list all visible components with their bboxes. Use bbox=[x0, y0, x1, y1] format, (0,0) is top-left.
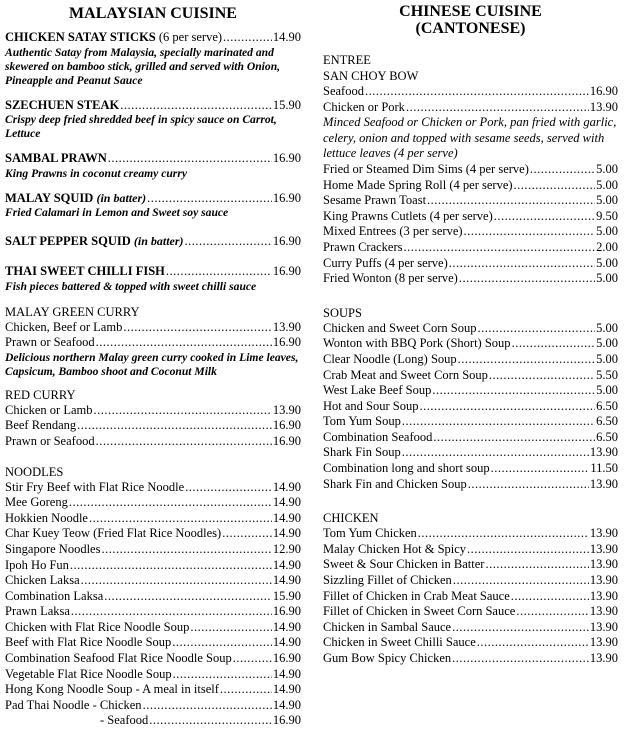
item-name: Sweet & Sour Chicken in Batter bbox=[323, 557, 485, 572]
item-price: 14.90 bbox=[272, 510, 301, 525]
item-price: 6.50 bbox=[596, 414, 618, 429]
menu-item-thai-chilli: THAI SWEET CHILLI FISH ..... 16.90 bbox=[5, 264, 301, 280]
dot-leader bbox=[477, 321, 595, 337]
dot-leader bbox=[418, 526, 589, 542]
item-name: Chicken and Sweet Corn Soup bbox=[323, 320, 477, 335]
item-price: 5.00 bbox=[596, 320, 618, 335]
item-price: 13.90 bbox=[589, 557, 618, 572]
red-curry-list bbox=[5, 403, 301, 450]
item-price: 5.00 bbox=[596, 161, 618, 176]
menu-item bbox=[5, 604, 301, 620]
item-price: 14.90 bbox=[272, 479, 301, 494]
menu-item bbox=[323, 461, 618, 477]
dot-leader bbox=[467, 542, 589, 558]
dot-leader bbox=[420, 399, 596, 415]
menu-item-satay: CHICKEN SATAY STICKS (6 per serve) ..... 14.90 bbox=[5, 30, 301, 46]
item-price: 5.00 bbox=[596, 193, 618, 208]
item-price: 14.90 bbox=[272, 697, 301, 712]
item-name: Chicken or Lamb bbox=[5, 402, 93, 417]
item-name: Chicken or Pork bbox=[323, 99, 405, 114]
item-price: 16.90 bbox=[272, 418, 301, 433]
item-name: Curry Puffs (4 per serve) bbox=[323, 255, 448, 270]
chinese-heading bbox=[323, 3, 618, 37]
dot-leader bbox=[104, 589, 272, 605]
green-curry-description: Delicious northern Malay green curry cooked in Lime leaves, Capsicum, Bamboo shoot and Coconut Milk bbox=[5, 350, 299, 378]
item-price: 15.90 bbox=[272, 588, 301, 603]
soups-title: SOUPS bbox=[323, 305, 362, 320]
soups-list bbox=[323, 321, 618, 493]
item-price: 14.90 bbox=[272, 573, 301, 588]
item-name: Mixed Entrees (3 per serve) bbox=[323, 224, 463, 239]
dot-leader bbox=[404, 240, 596, 256]
dot-leader bbox=[511, 589, 589, 605]
item-price: 13.90 bbox=[589, 619, 618, 634]
item-name: King Prawns Cutlets (4 per serve) bbox=[323, 208, 493, 223]
sambal-description: King Prawns in coconut creamy curry bbox=[5, 166, 187, 180]
item-name: Singapore Noodles bbox=[5, 541, 101, 556]
menu-item bbox=[323, 477, 618, 493]
item-name: Chicken, Beef or Lamb bbox=[5, 319, 123, 334]
item-name: Chicken Laksa bbox=[5, 573, 80, 588]
item-name: Crab Meat and Sweet Corn Soup bbox=[323, 367, 488, 382]
menu-item bbox=[5, 667, 301, 683]
menu-item bbox=[323, 399, 618, 415]
item-price: 14.90 bbox=[272, 557, 301, 572]
item-name: Prawn Laksa bbox=[5, 604, 70, 619]
item-name: Malay Chicken Hot & Spicy bbox=[323, 541, 467, 556]
item-price: 14.90 bbox=[272, 682, 301, 697]
menu-item bbox=[323, 383, 618, 399]
chinese-heading-line1: CHINESE CUISINE bbox=[399, 3, 542, 20]
item-price: 13.90 bbox=[589, 526, 618, 541]
item-name: Char Kuey Teow (Fried Flat Rice Noodles) bbox=[5, 526, 222, 541]
menu-item-pad-thai-seafood: - Seafood ..... 16.90 bbox=[5, 713, 301, 729]
dot-leader bbox=[89, 511, 272, 527]
menu-item bbox=[5, 434, 301, 450]
dot-leader bbox=[485, 557, 588, 573]
item-name: Fillet of Chicken in Sweet Corn Sauce bbox=[323, 604, 516, 619]
item-price: 6.50 bbox=[596, 398, 618, 413]
item-price: 5.00 bbox=[596, 336, 618, 351]
dot-leader bbox=[172, 635, 272, 651]
item-price: 16.90 bbox=[272, 604, 301, 619]
chinese-heading-line2: (CANTONESE) bbox=[415, 20, 526, 37]
item-price: 5.00 bbox=[596, 177, 618, 192]
item-name: Chicken in Sweet Chilli Sauce bbox=[323, 635, 476, 650]
dot-leader bbox=[449, 256, 595, 272]
san-choy-bow-title: SAN CHOY BOW bbox=[323, 69, 419, 83]
menu-item bbox=[323, 336, 618, 352]
menu-item bbox=[5, 495, 301, 511]
menu-item bbox=[323, 352, 618, 368]
item-price: 13.90 bbox=[272, 402, 301, 417]
menu-item bbox=[323, 620, 618, 636]
item-price: 14.90 bbox=[272, 619, 301, 634]
menu-item bbox=[323, 193, 618, 209]
item-name: Vegetable Flat Rice Noodle Soup bbox=[5, 666, 172, 681]
menu-item bbox=[323, 100, 618, 116]
chinese-column bbox=[323, 0, 618, 667]
dot-leader bbox=[514, 178, 596, 194]
menu-item bbox=[5, 526, 301, 542]
menu-item bbox=[323, 414, 618, 430]
dot-leader bbox=[185, 480, 272, 496]
menu-item bbox=[5, 511, 301, 527]
dot-leader bbox=[452, 620, 589, 636]
item-price: 13.90 bbox=[589, 651, 618, 665]
item-name: Hot and Sour Soup bbox=[323, 398, 419, 413]
dot-leader bbox=[464, 224, 596, 240]
item-name: Hokkien Noodle bbox=[5, 510, 88, 525]
item-price: 5.00 bbox=[596, 271, 618, 286]
menu-item bbox=[5, 320, 301, 336]
item-price: 6.50 bbox=[596, 429, 618, 444]
item-name: Tom Yum Chicken bbox=[323, 526, 417, 541]
menu-item bbox=[323, 445, 618, 461]
item-price: 13.90 bbox=[589, 635, 618, 650]
item-name: Gum Bow Spicy Chicken bbox=[323, 651, 452, 665]
menu-item bbox=[323, 573, 618, 589]
menu-item bbox=[323, 542, 618, 558]
item-name: Chicken in Sambal Sauce bbox=[323, 619, 452, 634]
item-price: 14.90 bbox=[272, 495, 301, 510]
menu-item bbox=[5, 573, 301, 589]
item-name: Seafood bbox=[323, 84, 364, 98]
item-price: 16.90 bbox=[272, 433, 301, 448]
chicken-title: CHICKEN bbox=[323, 511, 379, 526]
menu-item bbox=[5, 335, 301, 351]
noodles-list bbox=[5, 480, 301, 714]
dot-leader bbox=[71, 604, 272, 620]
dot-leader bbox=[512, 336, 596, 352]
green-curry-list bbox=[5, 320, 301, 351]
item-price: 16.90 bbox=[272, 335, 301, 350]
malaysian-column bbox=[5, 0, 301, 729]
dot-leader bbox=[489, 368, 595, 384]
item-name: Fried Wonton (8 per serve) bbox=[323, 271, 458, 286]
menu-item bbox=[323, 224, 618, 240]
item-price: 5.50 bbox=[596, 367, 618, 382]
item-name: Shark Fin Soup bbox=[323, 445, 401, 460]
thai-chilli-description: Fish pieces battered & topped with sweet chilli sauce bbox=[5, 279, 257, 293]
dot-leader bbox=[491, 461, 590, 477]
item-name: Prawn Crackers bbox=[323, 239, 403, 254]
item-name: Mee Goreng bbox=[5, 495, 68, 510]
menu-item bbox=[5, 698, 301, 714]
san-choy-bow-list bbox=[323, 84, 618, 115]
malay-squid-description: Fried Calamari in Lemon and Sweet soy sauce bbox=[5, 206, 229, 220]
dot-leader bbox=[81, 573, 272, 589]
red-curry-title: RED CURRY bbox=[5, 387, 76, 402]
satay-description: Authentic Satay from Malaysia, specially marinated and skewered on bamboo stick, grilled and served with Onion, Pineapple and Peanut Sauce bbox=[5, 45, 281, 87]
item-name: Stir Fry Beef with Flat Rice Noodle bbox=[5, 479, 185, 494]
dot-leader bbox=[427, 193, 595, 209]
dot-leader bbox=[432, 383, 595, 399]
entree-title: ENTREE bbox=[323, 53, 371, 67]
item-price: 13.90 bbox=[589, 99, 618, 114]
menu-item-malay-squid: MALAY SQUID (in batter) ..... 16.90 bbox=[5, 191, 301, 207]
menu-item bbox=[323, 589, 618, 605]
item-price: 14.90 bbox=[272, 526, 301, 541]
san-choy-bow-description: Minced Seafood or Chicken or Pork, pan fried with garlic, celery, onion and topped with sesame seeds, served with lettuce leaves (4 per serve) bbox=[323, 115, 617, 161]
item-name: Wonton with BBQ Pork (Short) Soup bbox=[323, 336, 511, 351]
dot-leader bbox=[123, 320, 272, 336]
dot-leader bbox=[96, 434, 272, 450]
item-price: 14.90 bbox=[272, 666, 301, 681]
item-name: Sizzling Fillet of Chicken bbox=[323, 573, 452, 588]
dot-leader bbox=[402, 445, 589, 461]
dot-leader bbox=[222, 526, 272, 542]
item-name: Shark Fin and Chicken Soup bbox=[323, 476, 467, 491]
menu-item bbox=[323, 635, 618, 651]
menu-item bbox=[323, 321, 618, 337]
item-price: 5.00 bbox=[596, 383, 618, 398]
dot-leader bbox=[77, 418, 272, 434]
menu-item bbox=[323, 526, 618, 542]
menu-item-sambal: SAMBAL PRAWN ..... 16.90 bbox=[5, 151, 301, 167]
menu-item bbox=[5, 542, 301, 558]
dot-leader bbox=[190, 620, 272, 636]
menu-item bbox=[5, 403, 301, 419]
dot-leader bbox=[516, 604, 589, 620]
dot-leader bbox=[143, 698, 272, 714]
item-price: 13.90 bbox=[589, 573, 618, 588]
dot-leader bbox=[70, 558, 272, 574]
dot-leader bbox=[494, 209, 595, 225]
menu-item bbox=[5, 651, 301, 667]
item-price: 13.90 bbox=[272, 319, 301, 334]
noodles-title: NOODLES bbox=[5, 464, 64, 479]
menu-item-salt-pepper: SALT PEPPER SQUID (in batter) ..... 16.90 bbox=[5, 234, 301, 250]
menu-item bbox=[5, 480, 301, 496]
dot-leader bbox=[406, 100, 589, 116]
item-price: 2.00 bbox=[596, 239, 618, 254]
menu-item bbox=[5, 620, 301, 636]
item-name: Combination long and short soup bbox=[323, 461, 490, 476]
malaysian-heading: MALAYSIAN CUISINE bbox=[69, 5, 237, 22]
item-price: 13.90 bbox=[589, 541, 618, 556]
dot-leader bbox=[96, 335, 272, 351]
menu-item bbox=[323, 557, 618, 573]
item-name: Prawn or Seafood bbox=[5, 335, 95, 350]
szechuen-description: Crispy deep fried shredded beef in spicy sauce on Carrot, Lettuce bbox=[5, 113, 277, 141]
item-name: Ipoh Ho Fun bbox=[5, 557, 69, 572]
menu-item bbox=[5, 682, 301, 698]
item-price: 13.90 bbox=[589, 604, 618, 619]
item-price: 16.90 bbox=[272, 651, 301, 666]
item-name: Prawn or Seafood bbox=[5, 433, 95, 448]
dot-leader bbox=[69, 495, 272, 511]
menu-item bbox=[323, 651, 618, 667]
item-price: 13.90 bbox=[589, 588, 618, 603]
item-name: Home Made Spring Roll (4 per serve) bbox=[323, 177, 513, 192]
item-price: 11.50 bbox=[590, 461, 618, 476]
item-name: Sesame Prawn Toast bbox=[323, 193, 427, 208]
menu-item bbox=[5, 558, 301, 574]
dot-leader bbox=[530, 162, 595, 178]
item-price: 5.00 bbox=[596, 351, 618, 366]
dot-leader bbox=[452, 651, 589, 667]
menu-item bbox=[5, 589, 301, 605]
menu-item bbox=[323, 430, 618, 446]
item-price: 13.90 bbox=[589, 476, 618, 491]
dot-leader bbox=[477, 635, 589, 651]
dot-leader bbox=[93, 403, 271, 419]
menu-item bbox=[323, 271, 618, 287]
dot-leader bbox=[101, 542, 271, 558]
item-name: Fried or Steamed Dim Sims (4 per serve) bbox=[323, 161, 529, 176]
dot-leader bbox=[402, 414, 595, 430]
dot-leader bbox=[173, 667, 272, 683]
item-name: Combination Seafood Flat Rice Noodle Soup bbox=[5, 651, 232, 666]
menu-item bbox=[323, 162, 618, 178]
item-name: Beef Rendang bbox=[5, 418, 77, 433]
menu-item bbox=[323, 84, 618, 100]
item-name: Combination Seafood bbox=[323, 429, 433, 444]
item-price: 12.90 bbox=[272, 541, 301, 556]
menu-item bbox=[5, 635, 301, 651]
item-name: Clear Noodle (Long) Soup bbox=[323, 351, 457, 366]
item-name: Combination Laksa bbox=[5, 588, 104, 603]
chicken-list bbox=[323, 526, 618, 666]
dot-leader bbox=[233, 651, 272, 667]
menu-item bbox=[323, 604, 618, 620]
item-name: Hong Kong Noodle Soup - A meal in itself bbox=[5, 682, 219, 697]
dot-leader bbox=[433, 430, 595, 446]
item-name: Tom Yum Soup bbox=[323, 414, 401, 429]
menu-item bbox=[323, 178, 618, 194]
dot-leader bbox=[459, 271, 595, 287]
menu-item bbox=[323, 209, 618, 225]
dot-leader bbox=[453, 573, 589, 589]
item-price: 16.90 bbox=[589, 84, 618, 98]
item-price: 13.90 bbox=[589, 445, 618, 460]
item-name: Pad Thai Noodle - Chicken bbox=[5, 697, 142, 712]
entree-list bbox=[323, 162, 618, 287]
dot-leader bbox=[458, 352, 595, 368]
dot-leader bbox=[365, 84, 589, 100]
item-name: Beef with Flat Rice Noodle Soup bbox=[5, 635, 172, 650]
menu-item-szechuen: SZECHUEN STEAK ..... 15.90 bbox=[5, 98, 301, 114]
dot-leader bbox=[220, 682, 272, 698]
menu-item bbox=[323, 256, 618, 272]
dot-leader bbox=[468, 477, 589, 493]
item-price: 5.00 bbox=[596, 224, 618, 239]
item-name: Chicken with Flat Rice Noodle Soup bbox=[5, 619, 190, 634]
item-price: 9.50 bbox=[596, 208, 618, 223]
menu-item bbox=[323, 368, 618, 384]
item-name: Fillet of Chicken in Crab Meat Sauce bbox=[323, 588, 510, 603]
item-price: 5.00 bbox=[596, 255, 618, 270]
menu-item bbox=[5, 418, 301, 434]
item-name: West Lake Beef Soup bbox=[323, 383, 432, 398]
green-curry-title: MALAY GREEN CURRY bbox=[5, 304, 140, 319]
menu-item bbox=[323, 240, 618, 256]
item-price: 14.90 bbox=[272, 635, 301, 650]
